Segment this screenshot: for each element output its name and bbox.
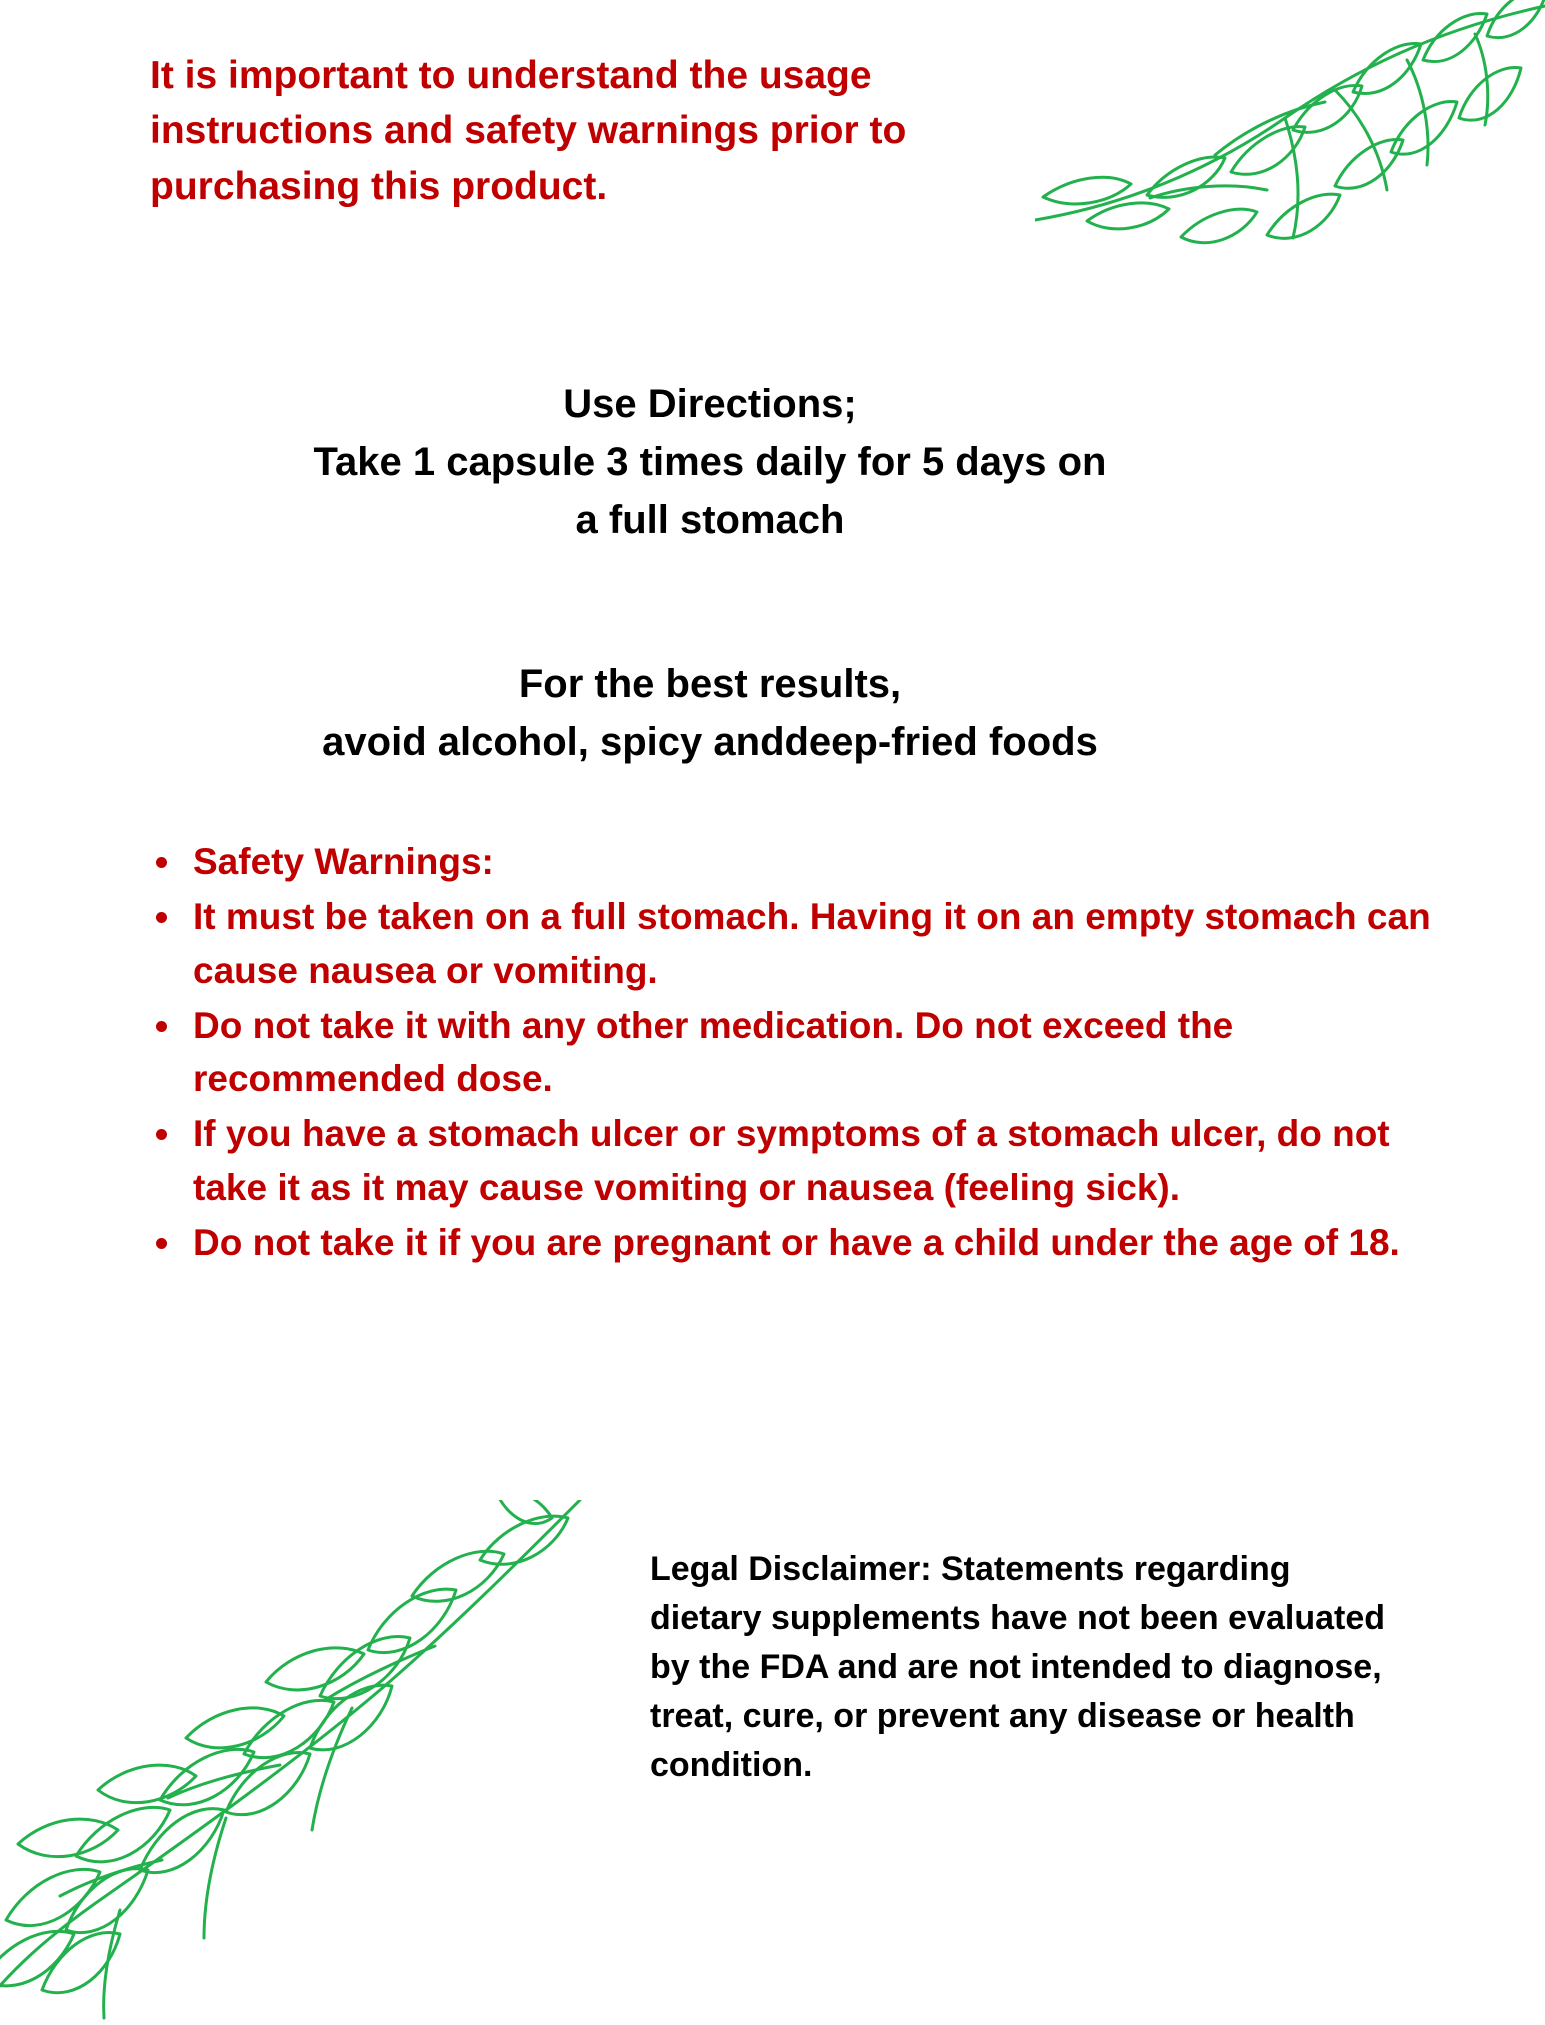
safety-warnings-list xyxy=(140,835,1455,1271)
list-item: • Do not take it if you are pregnant or have a child under the age of 18. xyxy=(185,1216,1455,1269)
use-directions-heading: Use Directions; xyxy=(563,382,857,426)
list-item: • It must be taken on a full stomach. Having it on an empty stomach can cause nausea or vomiting. xyxy=(185,890,1455,997)
best-results-heading: For the best results, xyxy=(518,662,902,706)
list-item: • Do not take it with any other medication. Do not exceed the recommended dose. xyxy=(185,999,1455,1106)
list-item: • Safety Warnings: xyxy=(185,835,1455,888)
best-results-block xyxy=(0,655,1420,771)
use-directions-block xyxy=(0,375,1420,549)
leaf-branch-icon xyxy=(1035,0,1545,320)
usage-warning-intro: It is important to understand the usage instructions and safety warnings prior to purchasing this product. xyxy=(150,54,907,208)
list-item: • If you have a stomach ulcer or symptoms of a stomach ulcer, do not take it as it may cause vomiting or nausea (feeling sick). xyxy=(185,1107,1455,1214)
best-results-line: avoid alcohol, spicy anddeep-fried foods xyxy=(322,720,1098,764)
legal-disclaimer: Legal Disclaimer: Statements regarding dietary supplements have not been evaluated by the FDA and are not intended to diagnose, treat, cure, or prevent any disease or health condition. xyxy=(650,1550,1386,1784)
use-directions-line-1: Take 1 capsule 3 times daily for 5 days on xyxy=(313,440,1107,484)
leaf-branch-icon xyxy=(0,1500,620,2020)
use-directions-line-2: a full stomach xyxy=(575,498,845,542)
